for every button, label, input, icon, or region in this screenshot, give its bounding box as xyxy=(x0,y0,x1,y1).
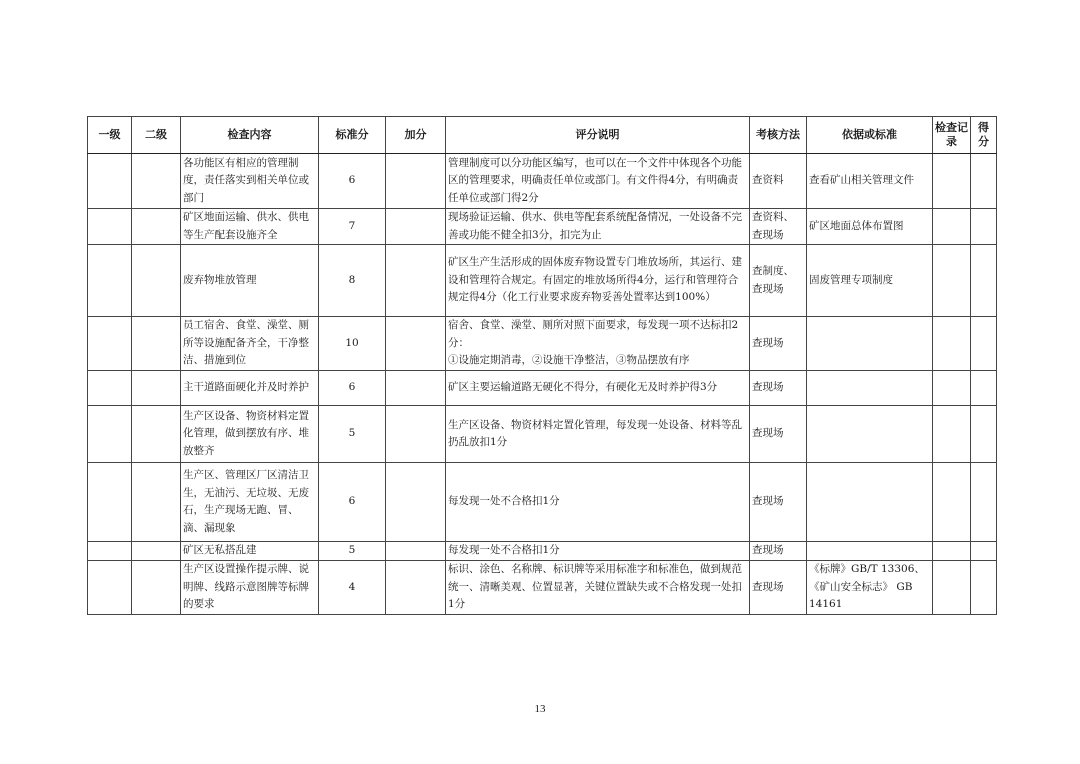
cell-level1 xyxy=(88,463,132,542)
cell-result xyxy=(971,463,997,542)
cell-level2 xyxy=(132,154,181,209)
cell-bonus xyxy=(386,463,446,542)
header-method: 考核方法 xyxy=(750,117,807,154)
cell-record xyxy=(933,154,971,209)
cell-content: 各功能区有相应的管理制度，责任落实到相关单位或部门 xyxy=(181,154,319,209)
header-basis: 依据或标准 xyxy=(807,117,933,154)
cell-explanation: 宿舍、食堂、澡堂、厕所对照下面要求，每发现一项不达标扣2分： ①设施定期消毒，②设施干净整洁，③物品摆放有序 xyxy=(446,317,750,371)
cell-method: 查资料、查现场 xyxy=(750,209,807,245)
cell-basis xyxy=(807,371,933,406)
cell-level2 xyxy=(132,209,181,245)
page-number: 13 xyxy=(534,703,546,715)
cell-record xyxy=(933,406,971,463)
table-header-row xyxy=(88,117,997,154)
cell-bonus xyxy=(386,245,446,317)
header-level1: 一级 xyxy=(88,117,132,154)
cell-score: 7 xyxy=(319,209,386,245)
cell-level2 xyxy=(132,317,181,371)
cell-level1 xyxy=(88,209,132,245)
cell-level2 xyxy=(132,463,181,542)
cell-level2 xyxy=(132,245,181,317)
cell-method: 查现场 xyxy=(750,463,807,542)
cell-level2 xyxy=(132,542,181,561)
cell-score: 5 xyxy=(319,406,386,463)
cell-score: 8 xyxy=(319,245,386,317)
table-row xyxy=(88,317,997,371)
cell-bonus xyxy=(386,542,446,561)
cell-basis: 矿区地面总体布置图 xyxy=(807,209,933,245)
cell-bonus xyxy=(386,561,446,615)
cell-bonus xyxy=(386,371,446,406)
cell-content: 生产区、管理区厂区清洁卫生，无油污、无垃圾、无废石，生产现场无跑、冒、滴、漏现象 xyxy=(181,463,319,542)
cell-explanation: 矿区主要运输道路无硬化不得分，有硬化无及时养护得3分 xyxy=(446,371,750,406)
table-row xyxy=(88,209,997,245)
cell-method: 查现场 xyxy=(750,542,807,561)
cell-level1 xyxy=(88,154,132,209)
cell-score: 4 xyxy=(319,561,386,615)
cell-result xyxy=(971,371,997,406)
cell-explanation: 每发现一处不合格扣1分 xyxy=(446,542,750,561)
cell-bonus xyxy=(386,317,446,371)
cell-level1 xyxy=(88,371,132,406)
cell-method: 查现场 xyxy=(750,371,807,406)
cell-content: 生产区设备、物资材料定置化管理，做到摆放有序、堆放整齐 xyxy=(181,406,319,463)
cell-explanation: 标识、涂色、名称牌、标识牌等采用标准字和标准色，做到规范统一、清晰美观、位置显著，关键位置缺失或不合格发现一处扣1分 xyxy=(446,561,750,615)
header-result: 得分 xyxy=(971,117,997,154)
cell-content: 矿区地面运输、供水、供电等生产配套设施齐全 xyxy=(181,209,319,245)
cell-result xyxy=(971,209,997,245)
cell-content: 主干道路面硬化并及时养护 xyxy=(181,371,319,406)
table-row xyxy=(88,463,997,542)
cell-content: 员工宿舍、食堂、澡堂、厕所等设施配备齐全，干净整洁、措施到位 xyxy=(181,317,319,371)
cell-content: 生产区设置操作提示牌、说明牌、线路示意图牌等标牌的要求 xyxy=(181,561,319,615)
cell-content: 废弃物堆放管理 xyxy=(181,245,319,317)
cell-result xyxy=(971,406,997,463)
header-level2: 二级 xyxy=(132,117,181,154)
table-row xyxy=(88,154,997,209)
cell-level2 xyxy=(132,561,181,615)
table-row xyxy=(88,542,997,561)
cell-method: 查现场 xyxy=(750,406,807,463)
cell-level1 xyxy=(88,317,132,371)
cell-score: 6 xyxy=(319,463,386,542)
header-explanation: 评分说明 xyxy=(446,117,750,154)
cell-record xyxy=(933,245,971,317)
cell-method: 查现场 xyxy=(750,561,807,615)
cell-basis xyxy=(807,317,933,371)
cell-explanation: 矿区生产生活形成的固体废弃物设置专门堆放场所，其运行、建设和管理符合规定。有固定的堆放场所得4分，运行和管理符合规定得4分（化工行业要求废弃物妥善处置率达到100%） xyxy=(446,245,750,317)
cell-bonus xyxy=(386,154,446,209)
cell-bonus xyxy=(386,209,446,245)
cell-bonus xyxy=(386,406,446,463)
cell-level1 xyxy=(88,245,132,317)
cell-record xyxy=(933,542,971,561)
cell-basis xyxy=(807,406,933,463)
inspection-table xyxy=(87,116,997,615)
cell-record xyxy=(933,463,971,542)
cell-record xyxy=(933,317,971,371)
header-content: 检查内容 xyxy=(181,117,319,154)
header-score: 标准分 xyxy=(319,117,386,154)
header-bonus: 加分 xyxy=(386,117,446,154)
table-row xyxy=(88,245,997,317)
cell-method: 查资料 xyxy=(750,154,807,209)
header-record: 检查记录 xyxy=(933,117,971,154)
cell-record xyxy=(933,209,971,245)
cell-result xyxy=(971,154,997,209)
cell-basis xyxy=(807,463,933,542)
cell-score: 6 xyxy=(319,371,386,406)
cell-explanation: 生产区设备、物资材料定置化管理，每发现一处设备、材料等乱扔乱放扣1分 xyxy=(446,406,750,463)
cell-result xyxy=(971,542,997,561)
cell-result xyxy=(971,561,997,615)
cell-content: 矿区无私搭乱建 xyxy=(181,542,319,561)
cell-record xyxy=(933,561,971,615)
cell-basis: 《标牌》GB/T 13306、《矿山安全标志》 GB 14161 xyxy=(807,561,933,615)
cell-level1 xyxy=(88,561,132,615)
cell-explanation: 管理制度可以分功能区编写，也可以在一个文件中体现各个功能区的管理要求，明确责任单位或部门。有文件得4分，有明确责任单位或部门得2分 xyxy=(446,154,750,209)
cell-explanation: 每发现一处不合格扣1分 xyxy=(446,463,750,542)
cell-basis xyxy=(807,542,933,561)
cell-score: 5 xyxy=(319,542,386,561)
cell-basis: 固废管理专项制度 xyxy=(807,245,933,317)
cell-result xyxy=(971,317,997,371)
cell-basis: 查看矿山相关管理文件 xyxy=(807,154,933,209)
cell-level2 xyxy=(132,371,181,406)
cell-score: 10 xyxy=(319,317,386,371)
cell-level2 xyxy=(132,406,181,463)
cell-method: 查现场 xyxy=(750,317,807,371)
cell-record xyxy=(933,371,971,406)
table-row xyxy=(88,561,997,615)
cell-result xyxy=(971,245,997,317)
cell-level1 xyxy=(88,406,132,463)
table-row xyxy=(88,371,997,406)
cell-explanation: 现场验证运输、供水、供电等配套系统配备情况，一处设备不完善或功能不健全扣3分，扣完为止 xyxy=(446,209,750,245)
cell-method: 查制度、查现场 xyxy=(750,245,807,317)
cell-score: 6 xyxy=(319,154,386,209)
cell-level1 xyxy=(88,542,132,561)
table-row xyxy=(88,406,997,463)
